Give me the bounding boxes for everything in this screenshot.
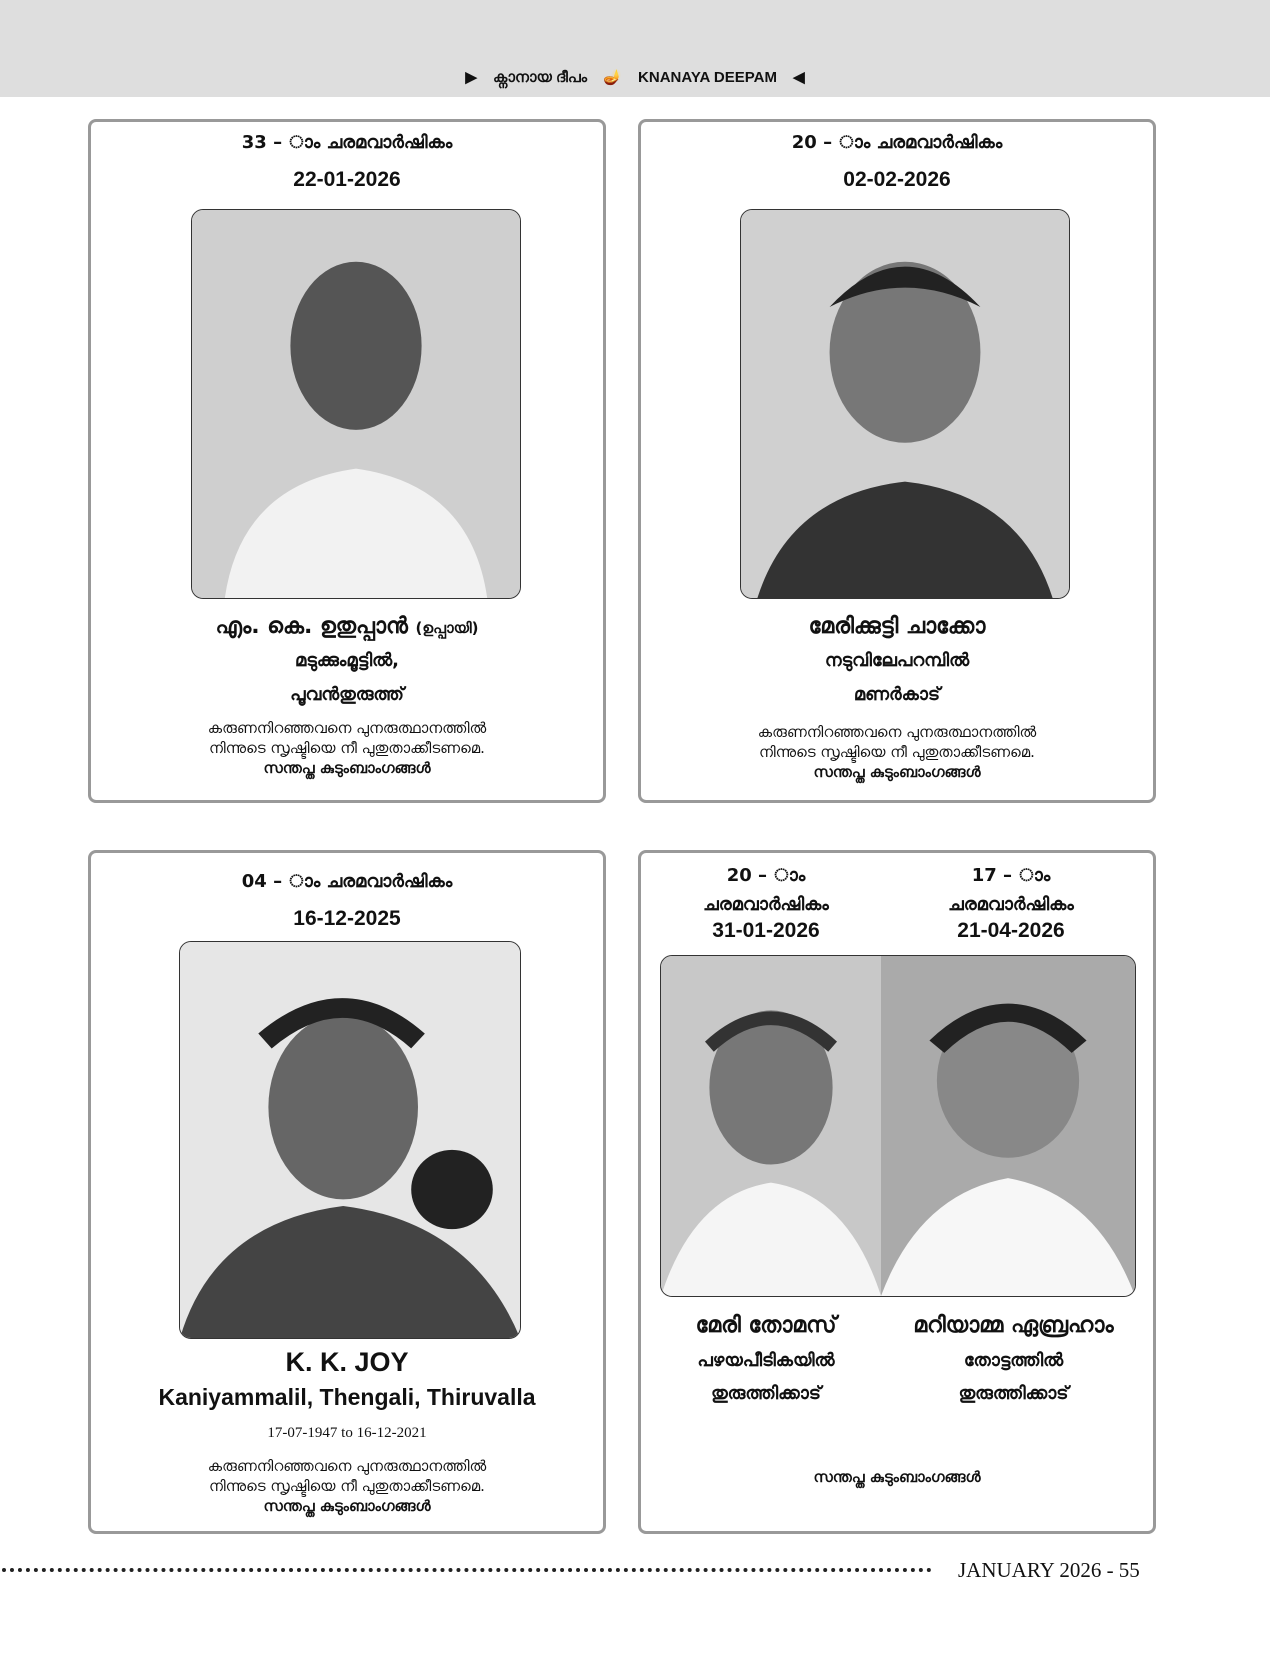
deceased-name: K. K. JOY	[285, 1347, 409, 1377]
anniversary-label: ചരമവാർഷികം	[948, 894, 1074, 915]
family-signature: സന്തപ്ത കുടുംബാംഗങ്ങൾ	[263, 1497, 431, 1515]
dotted-rule	[2, 1568, 932, 1572]
portrait-photo	[191, 209, 521, 599]
deceased-name: എം. കെ. ഉതുപ്പാൻ (ഉപ്പായി)	[215, 614, 479, 639]
anniversary-label: 33 – ാം ചരമവാർഷികം	[241, 132, 453, 153]
obituary-card-2	[638, 119, 1156, 803]
masthead-malayalam: ക്നാനായ ദീപം	[493, 69, 587, 86]
family-signature: സന്തപ്ത കുടുംബാംഗങ്ങൾ	[813, 763, 981, 781]
lifespan: 17-07-1947 to 16-12-2021	[267, 1425, 427, 1441]
place-name: Kaniyammalil, Thengali, Thiruvalla	[158, 1384, 536, 1410]
portrait-photo	[740, 209, 1070, 599]
dual-portrait-photo	[660, 955, 1136, 1297]
page-footer	[0, 1558, 1270, 1588]
house-name: പഴയപീടികയിൽ	[697, 1350, 835, 1371]
magazine-masthead	[0, 68, 1270, 86]
anniversary-date: 21-04-2026	[957, 919, 1065, 942]
house-name: തോട്ടത്തിൽ	[963, 1350, 1064, 1371]
family-signature: സന്തപ്ത കുടുംബാംഗങ്ങൾ	[813, 1468, 981, 1486]
deceased-name: മേരിക്കുട്ടി ചാക്കോ	[808, 614, 986, 639]
place-name: തുരുത്തിക്കാട്	[711, 1383, 821, 1404]
anniversary-date: 31-01-2026	[712, 919, 820, 942]
person-1-header	[656, 865, 876, 943]
portrait-photo	[179, 941, 521, 1339]
page-header	[0, 0, 1270, 97]
prayer-line-2: നിന്നുടെ സൃഷ്ടിയെ നീ പുതുതാക്കീടണമെ.	[209, 1477, 485, 1495]
place-name: തുരുത്തിക്കാട്	[958, 1383, 1069, 1404]
anniversary-date: 02-02-2026	[843, 168, 951, 191]
anniversary-date: 16-12-2025	[293, 907, 401, 930]
masthead-english: KNANAYA DEEPAM	[638, 69, 777, 86]
anniversary-label: ചരമവാർഷികം	[703, 894, 829, 915]
house-name: നടുവിലേപറമ്പിൽ	[824, 650, 970, 671]
obituary-card-1	[88, 119, 606, 803]
prayer-line-2: നിന്നുടെ സൃഷ്ടിയെ നീ പുതുതാക്കീടണമെ.	[759, 743, 1035, 761]
obituary-card-3	[88, 850, 606, 1534]
anniversary-date: 22-01-2026	[293, 168, 401, 191]
page-number: JANUARY 2026 - 55	[958, 1558, 1140, 1582]
deceased-name: മേരി തോമസ്	[695, 1313, 837, 1338]
ordinal: 20 – ാം	[726, 865, 806, 886]
deceased-name: മറിയാമ്മ ഏബ്രഹാം	[913, 1313, 1114, 1338]
prayer-line-1: കരുണനിറഞ്ഞവനെ പുനരുത്ഥാനത്തിൽ	[207, 1457, 487, 1475]
person-2-header	[896, 865, 1126, 943]
portrait-person-1	[661, 956, 881, 1296]
portrait-person-2	[881, 956, 1135, 1296]
place-name: പൂവൻതുരുത്ത്	[290, 684, 404, 705]
triangle-right-icon: ▶	[465, 69, 477, 86]
place-name: മണർകാട്	[853, 684, 941, 705]
prayer-line-1: കരുണനിറഞ്ഞവനെ പുനരുത്ഥാനത്തിൽ	[207, 719, 487, 737]
anniversary-label: 04 – ാം ചരമവാർഷികം	[241, 871, 453, 892]
person-2-details	[891, 1313, 1136, 1404]
prayer-line-1: കരുണനിറഞ്ഞവനെ പുനരുത്ഥാനത്തിൽ	[757, 723, 1037, 741]
ordinal: 17 – ാം	[971, 865, 1051, 886]
house-name: മടുക്കുംമൂട്ടിൽ,	[294, 650, 399, 671]
obituary-card-4	[638, 850, 1156, 1534]
anniversary-label: 20 – ാം ചരമവാർഷികം	[791, 132, 1003, 153]
lamp-icon: 🪔	[603, 69, 622, 86]
person-1-details	[656, 1313, 876, 1404]
prayer-line-2: നിന്നുടെ സൃഷ്ടിയെ നീ പുതുതാക്കീടണമെ.	[209, 739, 485, 757]
triangle-left-icon: ◀	[793, 69, 805, 86]
family-signature: സന്തപ്ത കുടുംബാംഗങ്ങൾ	[263, 759, 431, 777]
